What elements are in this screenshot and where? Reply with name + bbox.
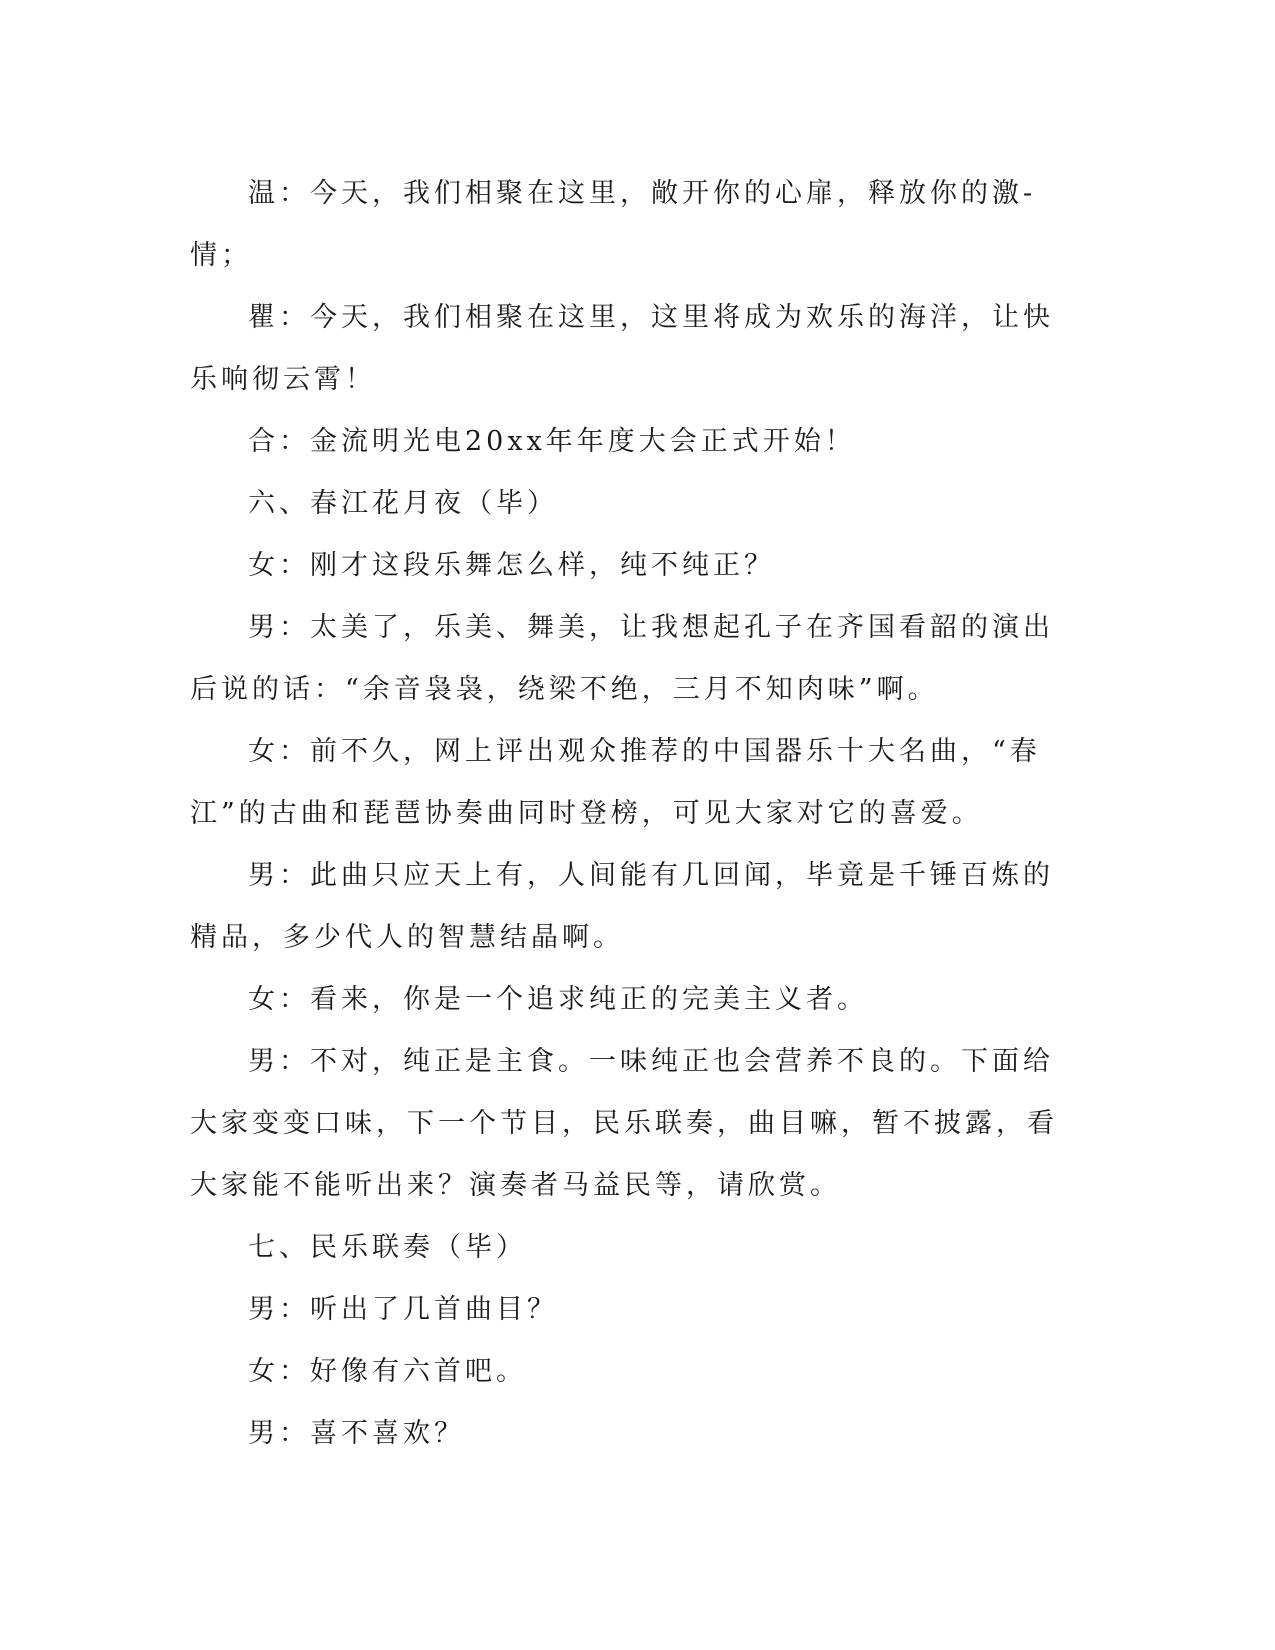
section-heading-six: 六、春江花月夜（毕）: [248, 488, 558, 519]
dialogue-line: 男：此曲只应天上有，人间能有几回闻，毕竟是千锤百炼的精品，多少代人的智慧结晶啊。: [190, 860, 1054, 953]
dialogue-line: 男：不对，纯正是主食。一味纯正也会营养不良的。下面给大家变变口味，下一个节目，民乐联奏，曲目嘛，暂不披露，看大家能不能听出来？演奏者马益民等，请欣赏。: [190, 1046, 1058, 1201]
paragraph-opening-qu: 瞿：今天，我们相聚在这里，这里将成为欢乐的海洋，让快乐响彻云霄！: [190, 302, 1054, 395]
document-body: [190, 163, 1075, 1465]
dialogue-line: 女：前不久，网上评出观众推荐的中国器乐十大名曲，“春江”的古曲和琵琶协奏曲同时登榜，可见大家对它的喜爱。: [190, 736, 1041, 829]
paragraph-opening-together: 合：金流明光电20xx年年度大会正式开始！: [248, 426, 856, 457]
dialogue-line: 男：听出了几首曲目？: [248, 1294, 558, 1325]
paragraph-opening-wen: 温：今天，我们相聚在这里，敞开你的心扉，释放你的激-情；: [190, 178, 1037, 271]
dialogue-line: 男：喜不喜欢？: [248, 1418, 465, 1449]
dialogue-line: 女：看来，你是一个追求纯正的完美主义者。: [248, 984, 868, 1015]
dialogue-line: 女：刚才这段乐舞怎么样，纯不纯正？: [248, 550, 775, 581]
section-heading-seven: 七、民乐联奏（毕）: [248, 1232, 527, 1263]
dialogue-line: 男：太美了，乐美、舞美，让我想起孔子在齐国看韶的演出后说的话：“余音袅袅，绕梁不绝，三月不知肉味”啊。: [190, 612, 1054, 705]
dialogue-line: 女：好像有六首吧。: [248, 1356, 527, 1387]
